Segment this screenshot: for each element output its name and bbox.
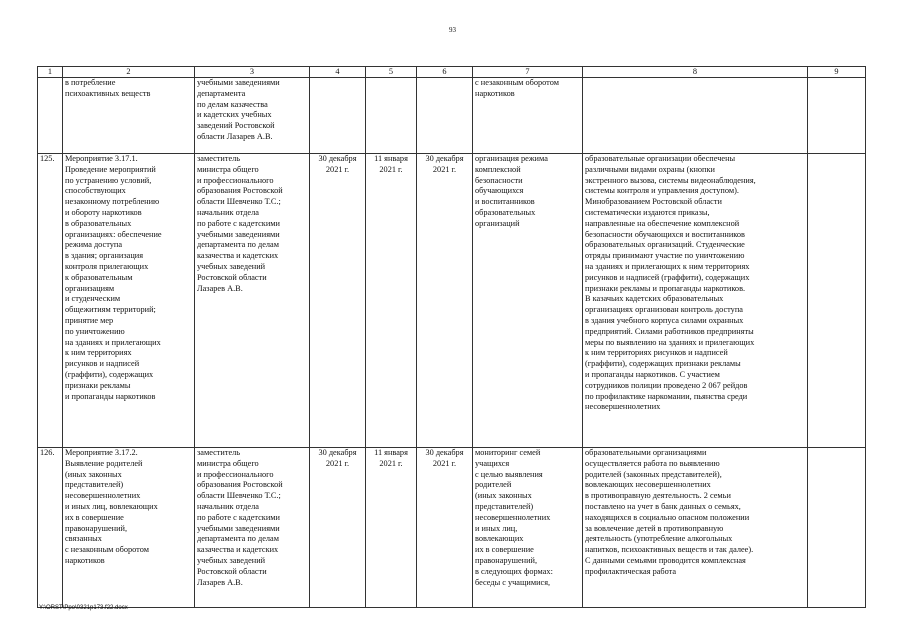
note-cell bbox=[808, 154, 866, 448]
planned-date-cell: 30 декабря 2021 г. bbox=[310, 448, 366, 608]
column-number: 4 bbox=[310, 67, 366, 78]
column-number: 2 bbox=[63, 67, 195, 78]
end-date-cell bbox=[417, 78, 473, 154]
row-number-cell bbox=[38, 78, 63, 154]
result-cell: организация режима комплексной безопасности обучающихся и воспитанников образовательных организаций bbox=[473, 154, 583, 448]
start-date-cell: 11 января 2021 г. bbox=[366, 448, 417, 608]
note-cell bbox=[808, 78, 866, 154]
end-date-cell: 30 декабря 2021 г. bbox=[417, 448, 473, 608]
row-number-cell: 125. bbox=[38, 154, 63, 448]
note-cell bbox=[808, 448, 866, 608]
file-path-footer: Y:\ORST\Ppo\0321p173.f22.docx bbox=[39, 605, 128, 611]
start-date-cell: 11 января 2021 г. bbox=[366, 154, 417, 448]
column-number: 6 bbox=[417, 67, 473, 78]
executor-cell: учебными заведениями департамента по делам казачества и кадетских учебных заведений Ростовской области Лазарев А.В. bbox=[195, 78, 310, 154]
executor-cell: заместитель министра общего и профессионального образования Ростовской области Шевченко Т.С.; начальник отдела по работе с кадетскими учебными заведениями департамента по делам казачества и кадетских учебных заведений Ростовской области Лазарев А.В. bbox=[195, 448, 310, 608]
info-cell: образовательные организации обеспечены различными видами охраны (кнопки экстренного вызова, системы видеонаблюдения, системы контроля и управления доступом). Минобразованием Ростовской области систематически издаются приказы, направленные на обеспечение комплексной безопасности обучающихся и воспитанников образовательных организаций. Студенческие отряды принимают участие по уничтожению на зданиях и прилегающих к ним территориях рисунков и надписей (граффити), содержащих признаки рекламы и пропаганды наркотиков. В казачьих кадетских образовательных организациях организован контроль доступа в здания учебного корпуса силами охранных предприятий. Силами работников предприняты меры по выявлению на зданиях и прилегающих к ним территориях рисунков и надписей (граффити), содержащих признаки рекламы и пропаганды наркотиков. С участием сотрудников полиции проведено 2 067 рейдов по профилактике наркомании, пьянства среди несовершеннолетних bbox=[583, 154, 808, 448]
start-date-cell bbox=[366, 78, 417, 154]
column-number: 9 bbox=[808, 67, 866, 78]
executor-cell: заместитель министра общего и профессионального образования Ростовской области Шевченко Т.С.; начальник отдела по работе с кадетскими учебными заведениями департамента по делам казачества и кадетских учебных заведений Ростовской области Лазарев А.В. bbox=[195, 154, 310, 448]
column-number: 1 bbox=[38, 67, 63, 78]
result-cell: мониторинг семей учащихся с целью выявления родителей (иных законных представителей) несовершеннолетних и иных лиц, вовлекающих их в совершение правонарушений, в следующих формах: беседы с учащимися, bbox=[473, 448, 583, 608]
result-cell: с незаконным оборотом наркотиков bbox=[473, 78, 583, 154]
page-number: 93 bbox=[449, 26, 456, 34]
table-row bbox=[38, 78, 866, 154]
measure-cell: Мероприятие 3.17.2. Выявление родителей (иных законных представителей) несовершеннолетних и иных лиц, вовлекающих их в совершение правонарушений, связанных с незаконным оборотом наркотиков bbox=[63, 448, 195, 608]
info-cell: образовательными организациями осуществляется работа по выявлению родителей (законных представителей), вовлекающих несовершеннолетних в противоправную деятельность. 2 семьи поставлено на учет в банк данных о семьях, находящихся в социально опасном положении за вовлечение детей в противоправную деятельность (употребление алкогольных напитков, психоактивных веществ и так далее). С данными семьями проводится комплексная профилактическая работа bbox=[583, 448, 808, 608]
info-cell bbox=[583, 78, 808, 154]
table-row bbox=[38, 448, 866, 608]
column-number: 8 bbox=[583, 67, 808, 78]
column-number: 5 bbox=[366, 67, 417, 78]
row-number-cell: 126. bbox=[38, 448, 63, 608]
report-table bbox=[37, 66, 866, 608]
measure-cell: Мероприятие 3.17.1. Проведение мероприятий по устранению условий, способствующих незаконному потреблению и обороту наркотиков в образовательных организациях: обеспечение режима доступа в здания; организация контроля прилегающих к образовательным организациям и студенческим общежитиям территорий; принятие мер по уничтожению на зданиях и прилегающих к ним территориях рисунков и надписей (граффити), содержащих признаки рекламы и пропаганды наркотиков bbox=[63, 154, 195, 448]
end-date-cell: 30 декабря 2021 г. bbox=[417, 154, 473, 448]
column-number: 3 bbox=[195, 67, 310, 78]
column-number: 7 bbox=[473, 67, 583, 78]
column-number-row bbox=[38, 67, 866, 78]
planned-date-cell: 30 декабря 2021 г. bbox=[310, 154, 366, 448]
table-row bbox=[38, 154, 866, 448]
planned-date-cell bbox=[310, 78, 366, 154]
measure-cell: в потребление психоактивных веществ bbox=[63, 78, 195, 154]
